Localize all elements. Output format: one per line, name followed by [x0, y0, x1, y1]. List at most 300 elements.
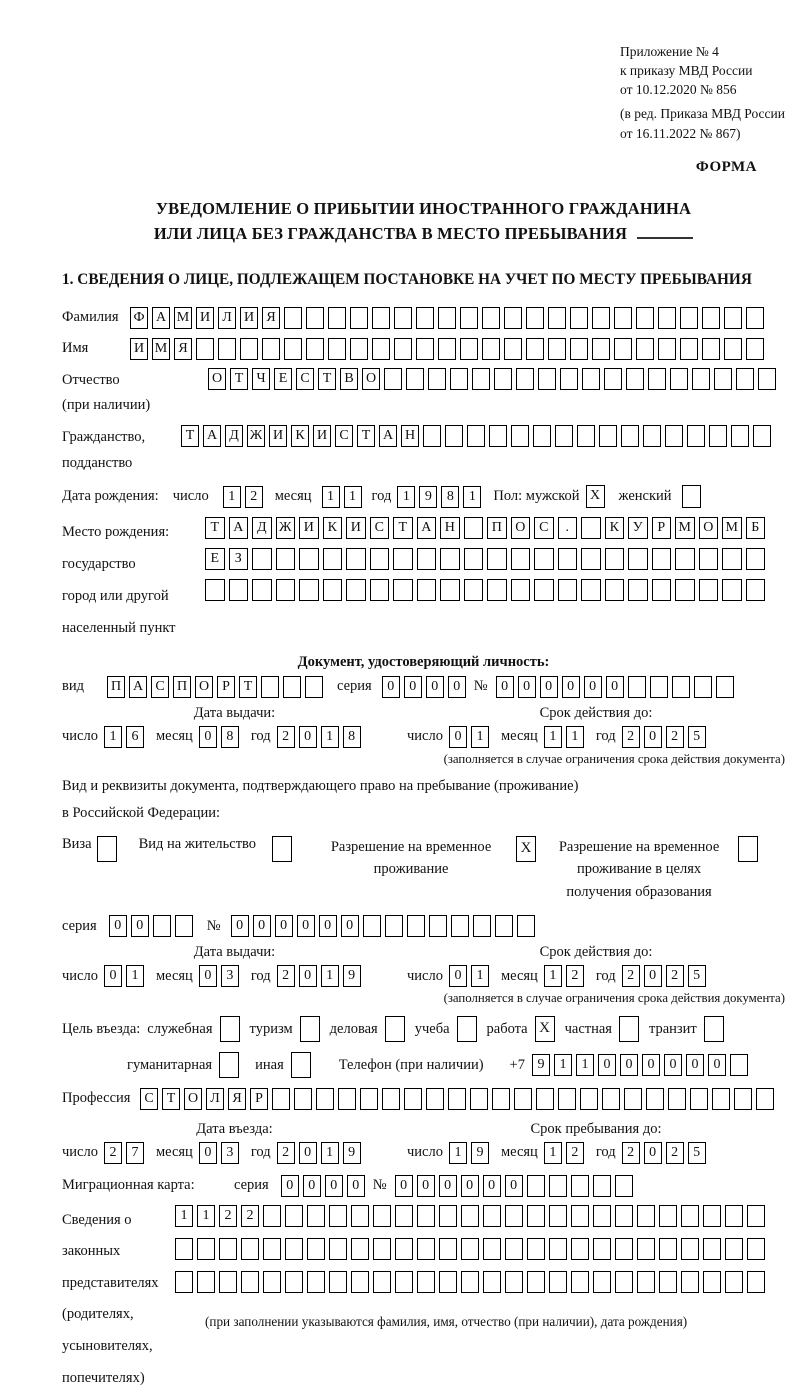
form-cell: Ф [130, 307, 148, 329]
patronymic-cells [208, 368, 776, 390]
form-cell: 1 [223, 486, 241, 508]
form-cell [504, 338, 522, 360]
purpose-humanitarian-checkbox [219, 1052, 239, 1078]
form-cell [505, 1205, 523, 1227]
entry-month-cells [199, 1142, 239, 1164]
form-cell [284, 338, 302, 360]
form-cell [548, 307, 566, 329]
form-cell: 0 [347, 1175, 365, 1197]
form-cell: 9 [532, 1054, 550, 1076]
form-cell [417, 579, 437, 601]
form-cell [351, 1238, 369, 1260]
form-cell [241, 1238, 259, 1260]
form-cell: Т [205, 517, 225, 539]
migration-series-label: серия [234, 1177, 269, 1194]
form-cell [560, 368, 578, 390]
form-cell [624, 1088, 642, 1110]
form-cell [549, 1271, 567, 1293]
form-cell: 2 [219, 1205, 237, 1227]
form-cell [300, 1016, 320, 1042]
form-cell: 0 [644, 1142, 662, 1164]
form-cell [626, 368, 644, 390]
form-cell: 1 [321, 726, 339, 748]
form-cell [219, 1238, 237, 1260]
migration-number-label: № [372, 1177, 387, 1194]
form-cell: С [140, 1088, 158, 1110]
form-cell: 1 [566, 726, 584, 748]
form-cell [252, 548, 272, 570]
purpose-transit-checkbox [704, 1016, 724, 1042]
title-blank-underline [637, 225, 693, 239]
form-cell [725, 1271, 743, 1293]
form-cell: Е [274, 368, 292, 390]
form-cell [205, 579, 225, 601]
form-cell [511, 579, 531, 601]
form-cell [558, 1088, 576, 1110]
form-cell [580, 1088, 598, 1110]
form-cell [373, 1205, 391, 1227]
form-cell: 1 [197, 1205, 215, 1227]
form-cell: 0 [644, 726, 662, 748]
form-cell [756, 1088, 774, 1110]
form-cell: Д [252, 517, 272, 539]
form-cell [505, 1238, 523, 1260]
form-cell: 6 [126, 726, 144, 748]
form-cell [416, 338, 434, 360]
purpose-business-checkbox [385, 1016, 405, 1042]
form-cell [175, 915, 193, 937]
form-cell: 0 [404, 676, 422, 698]
form-cell [394, 307, 412, 329]
form-cell [489, 425, 507, 447]
form-cell [650, 676, 668, 698]
form-cell [323, 548, 343, 570]
form-cell: 1 [104, 726, 122, 748]
form-cell [549, 1238, 567, 1260]
residence-permit-label: Вид на жительство [138, 835, 257, 852]
form-cell [299, 579, 319, 601]
representatives-label: Сведения о законных представителях (родителях, усыновителях, попечителях) [62, 1211, 159, 1386]
birth-place-cells-row1 [205, 517, 765, 539]
form-cell [648, 368, 666, 390]
form-cell [417, 548, 437, 570]
form-cell [571, 1271, 589, 1293]
form-cell [316, 1088, 334, 1110]
form-cell [284, 307, 302, 329]
form-cell: 0 [275, 915, 293, 937]
form-cell [712, 1088, 730, 1110]
stay-doc-series-row [62, 915, 785, 937]
form-cell [406, 368, 424, 390]
form-cell [464, 548, 484, 570]
form-cell [703, 1271, 721, 1293]
purpose-row-2: гуманитарная иная Телефон (при наличии) +7 9 1 1 0 0 0 0 0 0 [62, 1052, 785, 1078]
form-cell [196, 338, 214, 360]
form-cell: Р [250, 1088, 268, 1110]
form-cell [346, 548, 366, 570]
profession-cells [140, 1088, 774, 1110]
form-cell: С [296, 368, 314, 390]
form-cell [464, 517, 484, 539]
form-cell [492, 1088, 510, 1110]
stay-issue-day-cells [104, 965, 144, 987]
representatives-note: (при заполнении указываются фамилия, имя, отчество (при наличии), дата рождения) [205, 1313, 688, 1329]
form-cell: И [196, 307, 214, 329]
form-cell: М [152, 338, 170, 360]
form-cell: О [511, 517, 531, 539]
form-cell [404, 1088, 422, 1110]
doc-series-cells [382, 676, 466, 698]
migration-card-label: Миграционная карта: [62, 1177, 195, 1194]
stay-expiry-note: (заполняется в случае ограничения срока действия документа) [443, 991, 785, 1006]
form-cell: 2 [622, 965, 640, 987]
doc-number-label: № [473, 678, 488, 695]
form-cell [350, 338, 368, 360]
form-cell [724, 338, 742, 360]
form-cell [703, 1205, 721, 1227]
form-cell [305, 676, 323, 698]
migration-card-row [62, 1175, 785, 1197]
form-cell: . [558, 517, 578, 539]
form-cell [511, 548, 531, 570]
form-cell [329, 1205, 347, 1227]
form-cell: Л [218, 307, 236, 329]
profession-row [62, 1086, 785, 1111]
form-cell [615, 1175, 633, 1197]
form-cell [527, 1238, 545, 1260]
phone-label: Телефон (при наличии) [338, 1056, 484, 1073]
patronymic-row [62, 368, 785, 419]
form-cell [637, 1271, 655, 1293]
entry-day-cells [104, 1142, 144, 1164]
form-cell [680, 307, 698, 329]
form-cell: 0 [341, 915, 359, 937]
form-cell: И [240, 307, 258, 329]
form-cell [307, 1238, 325, 1260]
form-cell [527, 1205, 545, 1227]
form-cell [272, 1088, 290, 1110]
form-cell [450, 368, 468, 390]
form-cell [428, 368, 446, 390]
form-cell [614, 338, 632, 360]
form-cell [724, 307, 742, 329]
form-cell [505, 1271, 523, 1293]
form-cell: 1 [544, 726, 562, 748]
form-cell: 1 [544, 1142, 562, 1164]
form-cell [675, 579, 695, 601]
birth-place-cells-row2 [205, 548, 765, 570]
form-cell: И [299, 517, 319, 539]
edition-line: от 16.11.2022 № 867) [620, 125, 741, 141]
stay-issue-caption: Дата выдачи: [193, 944, 276, 961]
form-cell: 1 [175, 1205, 193, 1227]
form-cell: 1 [321, 1142, 339, 1164]
form-cell [637, 1238, 655, 1260]
form-cell [370, 548, 390, 570]
form-cell [482, 307, 500, 329]
form-cell: 0 [104, 965, 122, 987]
birth-place-label: Место рождения: государство город или другой населенный пункт [62, 524, 176, 636]
stay-until-caption: Срок пребывания до: [530, 1120, 662, 1137]
birth-day-label: число [172, 488, 209, 505]
form-cell [581, 579, 601, 601]
form-cell: О [184, 1088, 202, 1110]
form-cell [338, 1088, 356, 1110]
stay-issue-year-cells [277, 965, 361, 987]
purpose-office-checkbox [220, 1016, 240, 1042]
form-cell: Ж [276, 517, 296, 539]
form-cell: И [269, 425, 287, 447]
form-cell: X [586, 485, 605, 508]
sex-female-label: женский [618, 488, 672, 505]
form-cell: 1 [544, 965, 562, 987]
expiry-note: (заполняется в случае ограничения срока действия документа) [443, 751, 785, 766]
form-cell [460, 307, 478, 329]
form-cell: С [151, 676, 169, 698]
form-cell [285, 1205, 303, 1227]
form-cell [307, 1271, 325, 1293]
form-cell: 3 [221, 965, 239, 987]
issue-year-cells [277, 726, 361, 748]
form-cell [746, 579, 766, 601]
form-cell [659, 1238, 677, 1260]
entry-dates: Дата въезда: число 2 7 месяц 0 3 год 2 0 1 9 Срок пребывания до: число 1 9 месяц 1 2 год 2 0 2 5 [62, 1121, 785, 1164]
form-cell [460, 338, 478, 360]
form-cell: Е [205, 548, 225, 570]
form-cell: 1 [322, 486, 340, 508]
form-cell [439, 1271, 457, 1293]
form-cell: А [417, 517, 437, 539]
form-cell: О [699, 517, 719, 539]
form-cell [323, 579, 343, 601]
form-cell: 0 [231, 915, 249, 937]
form-cell: 9 [343, 965, 361, 987]
form-cell [593, 1271, 611, 1293]
form-cell [417, 1271, 435, 1293]
form-cell [393, 579, 413, 601]
form-cell [417, 1205, 435, 1227]
form-cell [692, 368, 710, 390]
birth-date-row [62, 485, 785, 508]
birth-place-block [62, 517, 785, 645]
birth-month-label: месяц [274, 488, 312, 505]
form-cell: Т [393, 517, 413, 539]
form-cell [699, 579, 719, 601]
form-cell [747, 1238, 765, 1260]
form-cell: 8 [441, 486, 459, 508]
form-cell [725, 1205, 743, 1227]
form-cell [261, 676, 279, 698]
form-cell: 5 [688, 1142, 706, 1164]
form-cell [382, 1088, 400, 1110]
form-cell [602, 1088, 620, 1110]
form-title-line2: ИЛИ ЛИЦА БЕЗ ГРАЖДАНСТВА В МЕСТО ПРЕБЫВАНИЯ [153, 224, 628, 244]
form-cell [483, 1238, 501, 1260]
stay-number-label: № [206, 917, 221, 934]
form-cell [702, 307, 720, 329]
form-cell [604, 368, 622, 390]
form-cell [593, 1238, 611, 1260]
form-cell [659, 1271, 677, 1293]
form-cell: 9 [471, 1142, 489, 1164]
form-cell [285, 1271, 303, 1293]
form-cell [448, 1088, 466, 1110]
form-cell [219, 1271, 237, 1293]
form-cell [372, 338, 390, 360]
form-cell: 0 [562, 676, 580, 698]
form-cell: А [229, 517, 249, 539]
form-cell [558, 579, 578, 601]
form-title-line1: УВЕДОМЛЕНИЕ О ПРИБЫТИИ ИНОСТРАННОГО ГРАЖДАНИНА [155, 198, 692, 218]
form-cell [577, 425, 595, 447]
form-cell [746, 548, 766, 570]
form-cell: 0 [540, 676, 558, 698]
form-cell [628, 579, 648, 601]
form-cell [370, 579, 390, 601]
form-cell [153, 915, 171, 937]
form-cell [730, 1054, 748, 1076]
form-cell: 0 [449, 726, 467, 748]
form-cell [440, 579, 460, 601]
form-cell: 8 [221, 726, 239, 748]
form-cell [363, 915, 381, 937]
form-cell [495, 915, 513, 937]
sex-male-label: Пол: мужской [493, 488, 580, 505]
form-cell [681, 1238, 699, 1260]
form-cell: 1 [471, 965, 489, 987]
form-cell: 2 [666, 726, 684, 748]
form-cell: Н [440, 517, 460, 539]
form-cell: 1 [576, 1054, 594, 1076]
form-cell [407, 915, 425, 937]
form-cell [291, 1052, 311, 1078]
form-cell [592, 338, 610, 360]
form-cell: 0 [606, 676, 624, 698]
form-cell [621, 425, 639, 447]
form-cell [646, 1088, 664, 1110]
form-cell: 0 [199, 1142, 217, 1164]
form-cell [681, 1205, 699, 1227]
form-cell [328, 307, 346, 329]
form-cell [373, 1238, 391, 1260]
form-cell: 1 [471, 726, 489, 748]
form-cell [394, 338, 412, 360]
form-cell [417, 1238, 435, 1260]
form-cell [571, 1238, 589, 1260]
issue-date-caption: Дата выдачи: [193, 704, 276, 721]
sex-female-checkbox [682, 485, 701, 508]
form-cell [276, 579, 296, 601]
purpose-study-checkbox [457, 1016, 477, 1042]
appendix-line: от 10.12.2020 № 856 [620, 82, 737, 98]
form-cell: 0 [395, 1175, 413, 1197]
stay-expiry-caption: Срок действия до: [539, 944, 653, 961]
form-cell [636, 338, 654, 360]
form-cell: 5 [688, 965, 706, 987]
form-cell: 1 [126, 965, 144, 987]
citizenship-cells [181, 425, 771, 447]
form-cell: 9 [343, 1142, 361, 1164]
representatives-block [62, 1205, 785, 1394]
stay-expiry-year-cells [622, 965, 706, 987]
form-cell [373, 1271, 391, 1293]
form-cell [738, 836, 758, 862]
form-cell [665, 425, 683, 447]
form-cell [504, 307, 522, 329]
stay-until-year-cells [622, 1142, 706, 1164]
form-cell: В [340, 368, 358, 390]
form-cell: 0 [426, 676, 444, 698]
form-cell: 1 [463, 486, 481, 508]
appendix-line: Приложение № 4 [620, 44, 719, 59]
form-cell: 5 [688, 726, 706, 748]
form-cell: К [605, 517, 625, 539]
form-cell: Т [230, 368, 248, 390]
form-cell [416, 307, 434, 329]
representatives-cells-row1 [175, 1205, 765, 1227]
form-cell: Т [239, 676, 257, 698]
profession-label: Профессия [62, 1090, 131, 1107]
form-cell: 2 [622, 1142, 640, 1164]
form-cell: 0 [199, 965, 217, 987]
stay-expiry-day-cells [449, 965, 489, 987]
form-cell [534, 548, 554, 570]
form-cell [263, 1205, 281, 1227]
form-cell [558, 548, 578, 570]
form-cell [351, 1271, 369, 1293]
stay-series-label: серия [62, 917, 97, 934]
form-cell [682, 485, 701, 508]
form-cell: 1 [449, 1142, 467, 1164]
form-cell [652, 579, 672, 601]
form-cell: 2 [277, 726, 295, 748]
form-cell [197, 1238, 215, 1260]
form-cell: 0 [325, 1175, 343, 1197]
form-cell [229, 579, 249, 601]
form-cell: 2 [622, 726, 640, 748]
form-cell: 2 [277, 965, 295, 987]
migration-number-cells [395, 1175, 633, 1197]
form-cell [675, 548, 695, 570]
expiry-date-caption: Срок действия до: [539, 704, 653, 721]
form-cell: К [323, 517, 343, 539]
form-cell [538, 368, 556, 390]
form-cell [734, 1088, 752, 1110]
form-title [62, 196, 785, 247]
form-cell: И [313, 425, 331, 447]
form-cell [652, 548, 672, 570]
form-cell [658, 307, 676, 329]
issue-month-cells [199, 726, 239, 748]
form-cell [385, 915, 403, 937]
expiry-day-cells [449, 726, 489, 748]
given-name-cells [130, 338, 764, 360]
form-cell [526, 338, 544, 360]
form-cell [175, 1238, 193, 1260]
form-cell: А [379, 425, 397, 447]
form-cell [592, 307, 610, 329]
form-cell: 0 [297, 915, 315, 937]
form-cell [487, 579, 507, 601]
form-cell [360, 1088, 378, 1110]
form-cell [483, 1205, 501, 1227]
appendix-note [620, 42, 785, 143]
form-cell: 0 [299, 726, 317, 748]
form-cell: 0 [439, 1175, 457, 1197]
temp-residence-label: Разрешение на временное проживание [330, 838, 492, 878]
form-cell: 2 [245, 486, 263, 508]
form-cell: Р [652, 517, 672, 539]
